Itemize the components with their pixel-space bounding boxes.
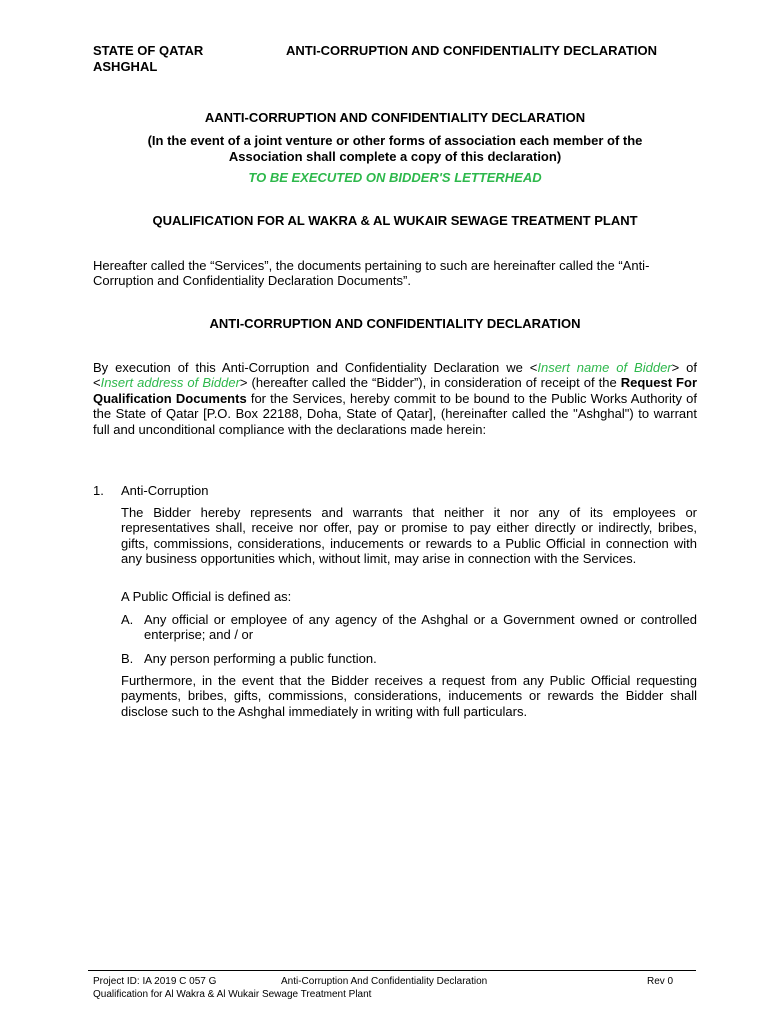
public-official-definition-intro: A Public Official is defined as: [121,589,292,604]
execution-text-4: for the Services, hereby commit to be bound to the Public Works Authority of the State of Qatar [P.O. Box 22188, Doha, State of Qatar], (hereinafter called the "Ashghal") to warrant full and unconditional compliance with the declarations made herein: [93,390,697,437]
section-heading: ANTI-CORRUPTION AND CONFIDENTIALITY DECLARATION [209,316,581,331]
footer-project-id: Project ID: IA 2019 C 057 G [93,976,217,987]
clause-number: 1. [93,483,104,498]
header-organization [93,43,203,75]
header-org-line1: STATE OF QATAR [93,43,204,58]
letterhead-instruction: TO BE EXECUTED ON BIDDER'S LETTERHEAD [248,170,542,185]
header-doc-title: ANTI-CORRUPTION AND CONFIDENTIALITY DECLARATION [286,43,657,58]
execution-text-3: > (hereafter called the “Bidder”), in consideration of receipt of the [239,375,621,391]
footer-document-name: Anti-Corruption And Confidentiality Declaration [281,976,488,987]
item-b-label: B. [121,651,134,666]
clause-title: Anti-Corruption [121,483,209,498]
services-paragraph: Hereafter called the “Services”, the documents pertaining to such are hereinafter called the “Anti-Corruption and Confidentiality Declaration Documents”. [93,258,650,289]
item-a-text: Any official or employee of any agency of the Ashghal or a Government owned or controlled enterprise; and / or [144,612,697,643]
clause-paragraph-1: The Bidder hereby represents and warrants that neither it nor any of its employees or representatives shall, receive nor offer, pay or promise to pay either directly or indirectly, bribes, gifts, commissions, considerations, inducements or rewards to a Public Official in connection with any business opportunities which, without limit, may arise in connection with the Services. [121,505,697,567]
execution-paragraph [93,360,697,437]
footer-divider [88,970,696,971]
joint-venture-note-line2: Association shall complete a copy of this declaration) [228,149,562,164]
project-heading: QUALIFICATION FOR AL WAKRA & AL WUKAIR SEWAGE TREATMENT PLANT [152,213,638,228]
footer-qualification: Qualification for Al Wakra & Al Wukair Sewage Treatment Plant [93,989,372,1000]
item-b-text: Any person performing a public function. [144,651,377,666]
bidder-address-placeholder: Insert address of Bidder [100,375,240,391]
clause-paragraph-2: Furthermore, in the event that the Bidder receives a request from any Public Official requesting payments, bribes, gifts, commissions, considerations, inducements or rewards the Bidder shall disclose such to the Ashghal immediately in writing with full particulars. [121,673,697,719]
rfq-documents-term: Request For Qualification Documents [93,375,698,406]
execution-text-2: > of < [93,360,697,391]
joint-venture-note-line1: (In the event of a joint venture or other forms of association each member of the [147,133,643,148]
bidder-name-placeholder: Insert name of Bidder [537,360,672,375]
footer-revision: Rev 0 [647,976,674,987]
item-a-label: A. [121,612,134,627]
header-org-line2: ASHGHAL [93,59,158,74]
execution-text-1: By execution of this Anti-Corruption and Confidentiality Declaration we < [93,360,538,375]
declaration-title: AANTI-CORRUPTION AND CONFIDENTIALITY DECLARATION [204,110,586,125]
